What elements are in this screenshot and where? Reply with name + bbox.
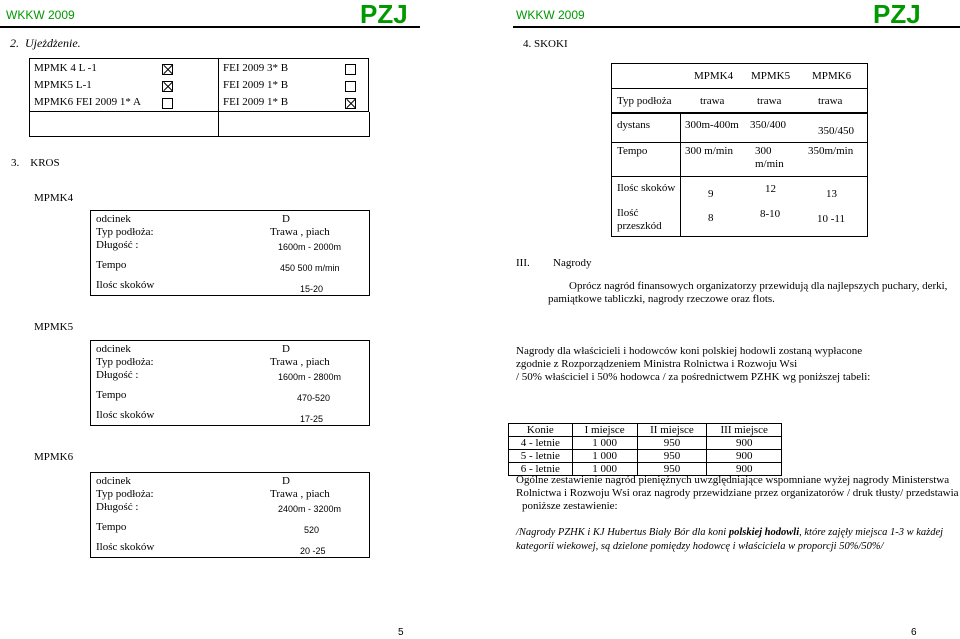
checkbox-checked[interactable] xyxy=(345,98,356,109)
prize-table xyxy=(508,423,782,476)
owners-prize-text: Nagrody dla właścicieli i hodowców koni polskiej hodowli zostaną wypłacone zgodnie z Rozporządzeniem Ministra Rolnictwa i Rozwoju Wsi / 50% właściciel i 50% hodowca / za pośrednictwem PZHK wg poniższej tabeli: xyxy=(516,345,871,383)
checkbox-unchecked[interactable] xyxy=(345,64,356,75)
test-item: MPMK6 FEI 2009 1* A xyxy=(34,96,141,108)
section-iii-number: III. xyxy=(516,257,530,269)
table-row: 4 - letnie 1 000 950 900 xyxy=(509,437,782,450)
section-4-heading: 4. SKOKI xyxy=(523,38,568,50)
right-page-number: 6 xyxy=(911,627,917,638)
table-header-row: Konie I miejsce II miejsce III miejsce xyxy=(509,424,782,437)
left-test-list xyxy=(34,60,141,111)
summary-text: Ogólne zestawienie nagród pieniężnych uwzględniające wspomniane wyżej nagrody Ministerstwa Rolnictwa i Rozwoju Wsi oraz nagrody przewidziane przez organizatorów / druk tłusty/ przedstawia poniższe zestawienie: xyxy=(516,474,959,512)
left-header-rule xyxy=(0,26,420,28)
right-header-rule xyxy=(513,26,960,28)
kros-label-mpmk5: MPMK5 xyxy=(34,321,74,333)
section-3-heading: 3. KROS xyxy=(11,157,60,169)
section-iii-title: Nagrody xyxy=(553,257,592,269)
test-item: FEI 2009 1* B xyxy=(223,96,289,108)
skoki-col-mpmk4: MPMK4 xyxy=(694,70,734,82)
section-2-heading: 2. Ujeżdżenie. xyxy=(10,36,81,50)
skoki-col-mpmk6: MPMK6 xyxy=(812,70,852,82)
test-item: FEI 2009 3* B xyxy=(223,62,289,74)
pzhk-note: /Nagrody PZHK i KJ Hubertus Biały Bór dla koni polskiej hodowli, które zajęły miejsca 1-3 w każdej kategorii wiekowej, są dzielone pomiędzy hodowcę i właściciela w proporcji 50%/50%/ xyxy=(516,527,944,552)
kros-label-mpmk4: MPMK4 xyxy=(34,192,74,204)
test-item: MPMK 4 L -1 xyxy=(34,62,97,74)
table-row: 5 - letnie 1 000 950 900 xyxy=(509,450,782,463)
skoki-col-mpmk5: MPMK5 xyxy=(751,70,791,82)
left-page-number: 5 xyxy=(398,627,404,638)
test-item: MPMK5 L-1 xyxy=(34,79,92,91)
checkbox-checked[interactable] xyxy=(162,64,173,75)
left-header-title: WKKW 2009 xyxy=(6,8,75,22)
prizes-description: Oprócz nagród finansowych organizatorzy przewidują dla najlepszych puchary, derki, pamiątkowe tabliczki, nagrody rzeczowe oraz flots. xyxy=(548,280,948,305)
right-test-list xyxy=(223,60,288,111)
checkbox-unchecked[interactable] xyxy=(162,98,173,109)
right-header-title: WKKW 2009 xyxy=(516,8,585,22)
checkbox-checked[interactable] xyxy=(162,81,173,92)
table-row: 6 - letnie 1 000 950 900 xyxy=(509,463,782,476)
kros-label-mpmk6: MPMK6 xyxy=(34,451,74,463)
left-header-logo: PZJ xyxy=(360,0,408,29)
test-item: FEI 2009 1* B xyxy=(223,79,289,91)
right-header-logo: PZJ xyxy=(873,0,921,29)
checkbox-unchecked[interactable] xyxy=(345,81,356,92)
